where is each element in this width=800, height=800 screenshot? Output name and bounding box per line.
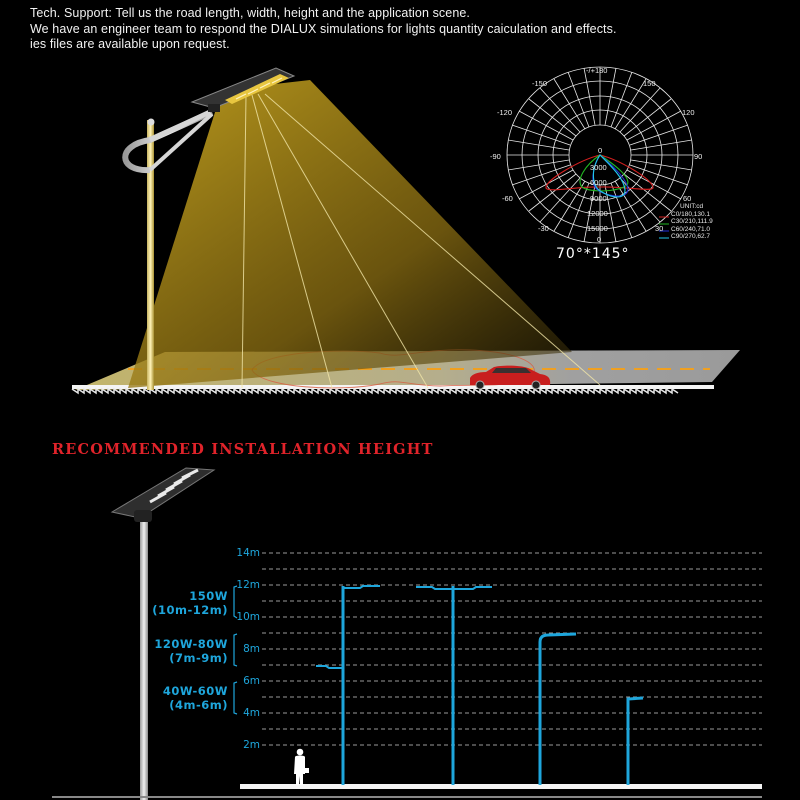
y-label-14m: 14m [236, 547, 260, 559]
polar-legend [658, 203, 713, 241]
y-label-8m: 8m [243, 643, 260, 655]
polar-radial-12000: 12000 [587, 209, 608, 218]
polar-radial-0: 0 [598, 146, 603, 155]
legend-item-c90: C90/270,62.7 [671, 233, 711, 240]
polar-label-p30: 30 [655, 224, 664, 233]
section-heading: RECOMMENDED INSTALLATION HEIGHT [52, 440, 434, 459]
intro-line-1: Tech. Support: Tell us the road length, width, height and the application scene. [30, 6, 470, 20]
polar-label-n90: -90 [490, 152, 501, 161]
legend-item-c30: C30/210,111.9 [671, 218, 713, 225]
y-label-10m: 10m [236, 611, 260, 623]
polar-radial-6000: 6000 [590, 178, 607, 187]
polar-label-p120: 120 [682, 108, 695, 117]
legend-item-c60: C60/240,71.0 [671, 225, 711, 233]
intro-line-2: We have an engineer team to respond the DIALUX simulations for lights quantity caiculation and effects. [30, 21, 617, 36]
polar-radial-9000: 9000 [590, 194, 607, 203]
person-icon [294, 749, 309, 785]
polar-label-180: -/+180 [586, 66, 608, 75]
y-label-6m: 6m [243, 675, 260, 687]
group-40w-60w: 40W-60W (4m-6m) [162, 684, 228, 712]
y-label-12m: 12m [236, 579, 260, 591]
legend-unit: UNIT:cd [680, 203, 704, 210]
intro-line-3: ies files are available upon request. [30, 37, 230, 51]
y-label-4m: 4m [243, 707, 260, 719]
polar-radial-15000: 15000 [587, 224, 608, 233]
polar-radial-0-bottom: 0 [597, 235, 602, 244]
base-line [52, 796, 762, 798]
solar-lamp-illustration [112, 468, 214, 800]
group-150w: 150W (10m-12m) [152, 589, 228, 617]
group-120w-80w: 120W-80W (7m-9m) [154, 637, 228, 665]
polar-radial-3000: 3000 [590, 163, 607, 172]
polar-label-n150: -150 [532, 79, 548, 88]
beam-angle-label: 70°*145° [556, 246, 630, 262]
y-label-2m: 2m [243, 739, 260, 751]
light-beam [128, 80, 572, 388]
polar-label-n60: -60 [502, 194, 513, 203]
polar-label-n30: -30 [538, 224, 549, 233]
polar-label-n120: -120 [497, 108, 513, 117]
ground-line [240, 784, 762, 789]
polar-label-p150: 150 [643, 79, 656, 88]
polar-label-p90: 90 [694, 152, 703, 161]
height-gridlines [262, 553, 762, 745]
height-poles [316, 586, 643, 785]
legend-item-c0: C0/180,130.1 [671, 210, 711, 218]
polar-label-p60: 60 [683, 194, 692, 203]
